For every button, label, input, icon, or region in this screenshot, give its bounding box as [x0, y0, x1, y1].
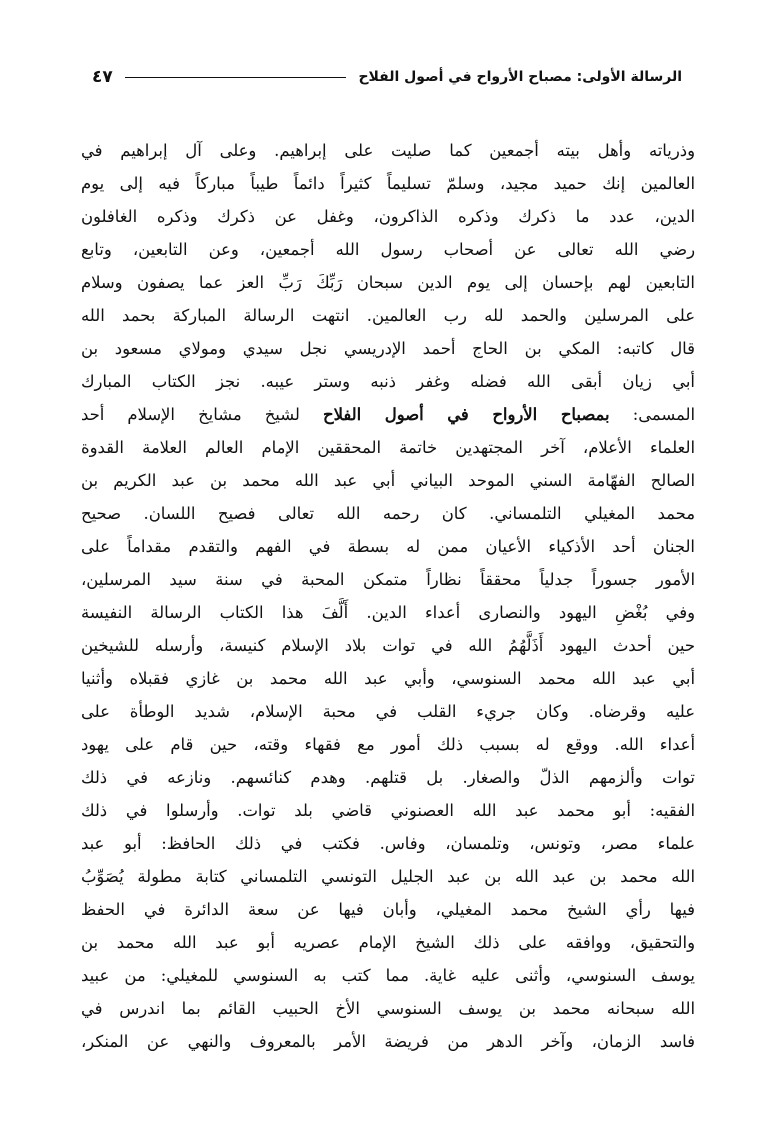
- running-header: [92, 62, 682, 92]
- text-line: أعداء الله. ووقع له بسبب ذلك أمور مع فقهاء وقته، حين قام على يهود: [81, 735, 695, 754]
- text-line: العالمين إنك حميد مجيد، وسلمّ تسليماً كثيراً دائماً طيباً مباركاً فيه إلى يوم: [81, 174, 695, 193]
- book-title: بمصباح الأرواح في أصول الفلاح: [322, 405, 610, 424]
- text-line-title: [81, 398, 695, 431]
- text-line: الله سبحانه محمد بن يوسف السنوسي الأخ الحبيب القائم بما اندرس في: [81, 999, 695, 1018]
- page-number: ٤٧: [92, 67, 113, 87]
- text-line: يوسف السنوسي، وأثنى عليه غاية. مما كتب به السنوسي للمغيلي: من عبيد: [81, 966, 695, 985]
- title-suffix: لشيخ مشايخ الإسلام أحد: [81, 405, 323, 424]
- text-line: وفي بُغْضِ اليهود والنصارى أعداء الدين. أَلَّفَ هذا الكتاب الرسالة النفيسة: [81, 603, 695, 622]
- title-prefix: المسمى:: [609, 405, 695, 424]
- text-line: والتحقيق، ووافقه على ذلك الشيخ الإمام عصريه أبو عبد الله محمد بن: [81, 933, 695, 952]
- text-line: عليه وقرضاه. وكان جريء القلب في محبة الإسلام، شديد الوطأة على: [81, 702, 695, 721]
- text-line: التابعين لهم بإحسان إلى يوم الدين سبحان رَبِّكَ رَبِّ العز عما يصفون وسلام: [81, 273, 695, 292]
- text-line: علماء مصر، وتونس، وتلمسان، وفاس. فكتب في ذلك الحافظ: أبو عبد: [81, 834, 695, 853]
- text-line: وذرياته وأهل بيته أجمعين كما صليت على إبراهيم. وعلى آل إبراهيم في: [81, 141, 695, 160]
- running-title: الرسالة الأولى: مصباح الأرواح في أصول الفلاح: [358, 69, 682, 85]
- text-line: أبي زيان أبقى الله فضله وغفر ذنبه وستر عيبه. نجز الكتاب المبارك: [81, 372, 695, 391]
- text-line: الجنان أحد الأذكياء الأعيان ممن له بسطة في الفهم والتقدم مقداماً على: [81, 537, 695, 556]
- text-line: توات وألزمهم الذلّ والصغار. بل قتلهم. وهدم كنائسهم. ونازعه في ذلك: [81, 768, 695, 787]
- text-line: رضي الله تعالى عن أصحاب رسول الله أجمعين، وعن التابعين، وتابع: [81, 240, 695, 259]
- text-line: حين أحدث اليهود أَذَلَّهُمُ الله في توات بلاد الإسلام كنيسة، وأرسله للشيخين: [81, 636, 695, 655]
- text-line: الصالح الفهّامة السني الموحد البياني أبي عبد الله محمد بن عبد الكريم بن: [81, 471, 695, 490]
- text-line: على المرسلين والحمد لله رب العالمين. انتهت الرسالة المباركة بحمد الله: [81, 306, 695, 325]
- text-line: الله محمد بن عبد الله بن عبد الجليل التونسي التلمساني كتابة مطولة يُصَوِّبُ: [81, 867, 695, 886]
- body-text: [81, 134, 695, 1058]
- text-line: قال كاتبه: المكي بن الحاج أحمد الإدريسي نجل سيدي ومولاي مسعود بن: [81, 339, 695, 358]
- text-line: الفقيه: أبو محمد عبد الله العصنوني قاضي بلد توات. وأرسلوا في ذلك: [81, 801, 695, 820]
- text-line: الأمور جسوراً جدلياً محققاً نظاراً متمكن المحبة في سنة سيد المرسلين،: [81, 570, 695, 589]
- text-line: فاسد الزمان، وآخر الدهر من فريضة الأمر بالمعروف والنهي عن المنكر،: [81, 1032, 695, 1051]
- text-line: فيها رأي الشيخ محمد المغيلي، وأبان فيها عن سعة الدائرة في الحفظ: [81, 900, 695, 919]
- text-line: العلماء الأعلام، آخر المجتهدين خاتمة المحققين الإمام العالم العلامة القدوة: [81, 438, 695, 457]
- header-rule: [125, 77, 347, 78]
- text-line: محمد المغيلي التلمساني. كان رحمه الله تعالى فصيح اللسان. صحيح: [81, 504, 695, 523]
- text-line: الدين، عدد ما ذكرك وذكره الذاكرون، وغفل عن ذكرك وذكره الغافلون: [81, 207, 695, 226]
- text-line: أبي عبد الله محمد السنوسي، وأبي عبد الله محمد بن غازي فقبلاه وأثنيا: [81, 669, 695, 688]
